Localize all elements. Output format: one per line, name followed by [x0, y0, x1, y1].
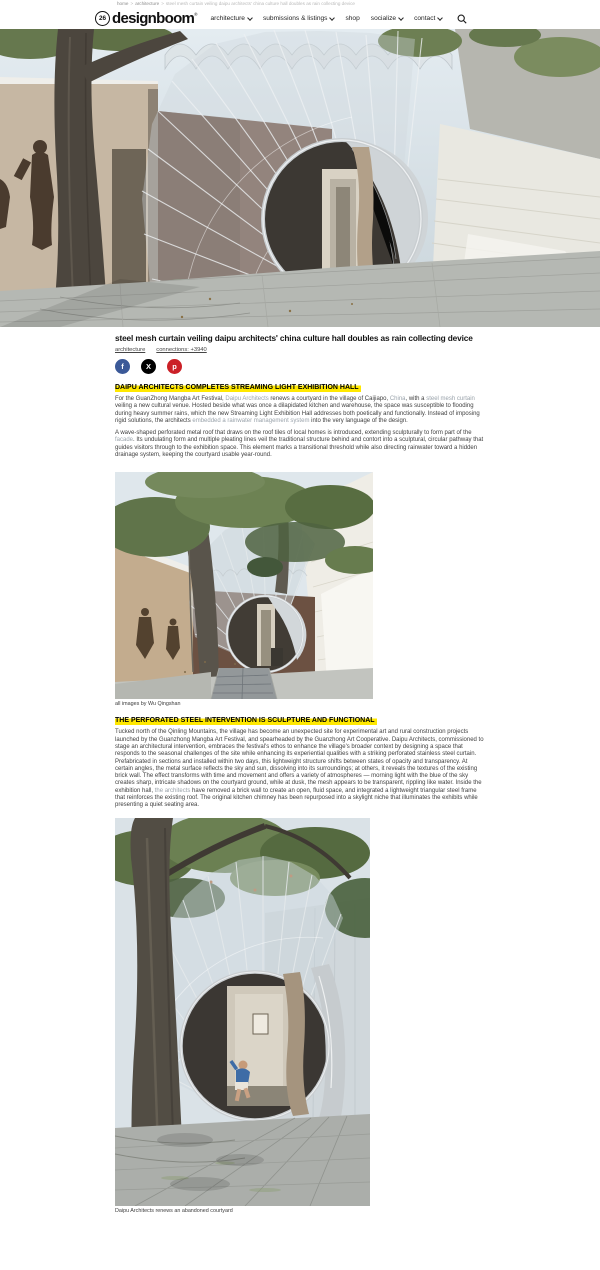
tag-architecture[interactable]: architecture — [115, 347, 146, 353]
designboom-logo[interactable] — [95, 10, 198, 27]
logo-text: designboom — [112, 10, 195, 27]
chevron-down-icon — [247, 15, 253, 21]
nav-contact[interactable]: contact — [414, 15, 442, 22]
image-caption: Daipu Architects renews an abandoned courtyard — [115, 1207, 233, 1214]
link-facade[interactable]: facade — [115, 437, 134, 444]
facebook-share-icon[interactable]: f — [115, 359, 130, 374]
link-steel-mesh-curtain[interactable]: steel mesh curtain — [426, 396, 475, 402]
article-meta — [115, 347, 485, 353]
logo-26-badge-icon: 26 — [95, 11, 110, 26]
nav-shop[interactable]: shop — [345, 15, 360, 22]
hero-image-courtyard-moon-gate — [0, 29, 600, 327]
article-paragraph-1: For the GuanZhong Mangba Art Festival, Daipu Architects renews a courtyard in the village of Caijiapo, China, with a steel mesh curtain veiling a new cultural venue. Hosted beside what was once a dilapidated kitchen and warehouse, the space was susceptible to flooding during heavy summer rains, which the new Streaming Light Exhibition Hall addresses both poetically and functionally. Instead of imposing rigid solutions, the architects embedded a rainwater management system into the very language of the design. — [115, 396, 480, 424]
nav-submissions-listings[interactable]: submissions & listings — [263, 15, 335, 22]
social-share-row — [115, 359, 485, 374]
article-figure-3 — [115, 818, 485, 1214]
link-china[interactable]: China — [389, 396, 406, 402]
site-header — [0, 8, 600, 29]
link-daipu-architects[interactable]: Daipu Architects — [225, 396, 269, 402]
section-heading-1: DAIPU ARCHITECTS COMPLETES STREAMING LIGHT EXHIBITION HALL — [115, 384, 359, 391]
article-image-moon-gate-child — [115, 818, 370, 1206]
link-the-architects[interactable]: the architects — [154, 787, 191, 794]
article-figure-2 — [115, 472, 485, 707]
article-paragraph-4: Prefabricated in sections and installed within two days, this lightweight structure shifts between states of opacity and transparency. At certain angles, the metal surface reflects the sky and sun, dissolving into its surroundings; at others, it reveals the textures of the existing brick wall. The effect transforms with time and movement and offers a variety of atmospheres — morning light with the blue of the sky creates sharp, intricate shadows on the courtyard ground, while at dusk, the mesh appears to be transparent, rippling like water. Inside the exhibition hall, the architects have removed a brick wall to create an open, fluid space, and integrated a lightweight triangular steel frame that reinforces the existing roof. The original kitchen chimney has been repurposed into a skylight niche that illuminates the exhibits while presenting a quiet seating area. — [115, 758, 482, 809]
breadcrumb — [0, 0, 600, 8]
hero-figure — [0, 29, 600, 327]
nav-socialize[interactable]: socialize — [371, 15, 403, 22]
breadcrumb-separator: > — [161, 1, 164, 6]
breadcrumb-architecture[interactable]: architecture — [135, 1, 160, 6]
link-rainwater-system[interactable]: embedded a rainwater management system — [192, 417, 310, 424]
article-title: steel mesh curtain veiling daipu architects' china culture hall doubles as rain collecting device — [115, 333, 473, 343]
connections-count[interactable]: connections: +3940 — [156, 347, 207, 353]
chevron-down-icon — [330, 15, 336, 21]
breadcrumb-separator: > — [130, 1, 134, 6]
article-image-courtyard-path — [115, 472, 373, 699]
article-paragraph-2: A wave-shaped perforated metal roof that draws on the roof tiles of local homes is introduced, extending sculpturally to form part of the facade. Its undulating form and multiple pleating lines veil the traditional structure behind and contort into a sculptural, circular pathway that guides visitors through to the exhibition space. This element marks a transitional threshold while also directing rainwater toward a hidden drainage system, keeping the courtyard usable year-round. — [115, 430, 484, 459]
search-icon[interactable] — [457, 14, 467, 24]
pinterest-share-icon[interactable]: p — [167, 359, 182, 374]
chevron-down-icon — [437, 15, 443, 21]
main-nav — [211, 15, 443, 22]
breadcrumb-current: steel mesh curtain veiling daipu architects' china culture hall doubles as rain collecting device — [165, 1, 355, 6]
article-paragraph-3: Tucked north of the Qinling Mountains, the village has become an unexpected site for experimental art and rural construction projects launched by the Guanzhong Mangba Art Festival, and spearheaded by the Guanzhong Art Cooperative. Daipu Architects, commissioned to stage an architectural intervention, embraces the festival's ethos to enhance the village's broader context by designing a space that responds to the seasonal challenges of the site while enhancing its experiential qualities with a striking perforated stainless steel curtain. — [115, 729, 484, 758]
chevron-down-icon — [398, 15, 404, 21]
section-heading-2: THE PERFORATED STEEL INTERVENTION IS SCULPTURE AND FUNCTIONAL — [115, 717, 375, 725]
image-caption: all images by Wu Qingshan — [115, 701, 181, 708]
nav-architecture[interactable]: architecture — [211, 15, 252, 22]
x-share-icon[interactable]: X — [141, 359, 156, 374]
breadcrumb-home[interactable]: home — [117, 1, 129, 6]
registered-mark: ® — [194, 12, 198, 17]
